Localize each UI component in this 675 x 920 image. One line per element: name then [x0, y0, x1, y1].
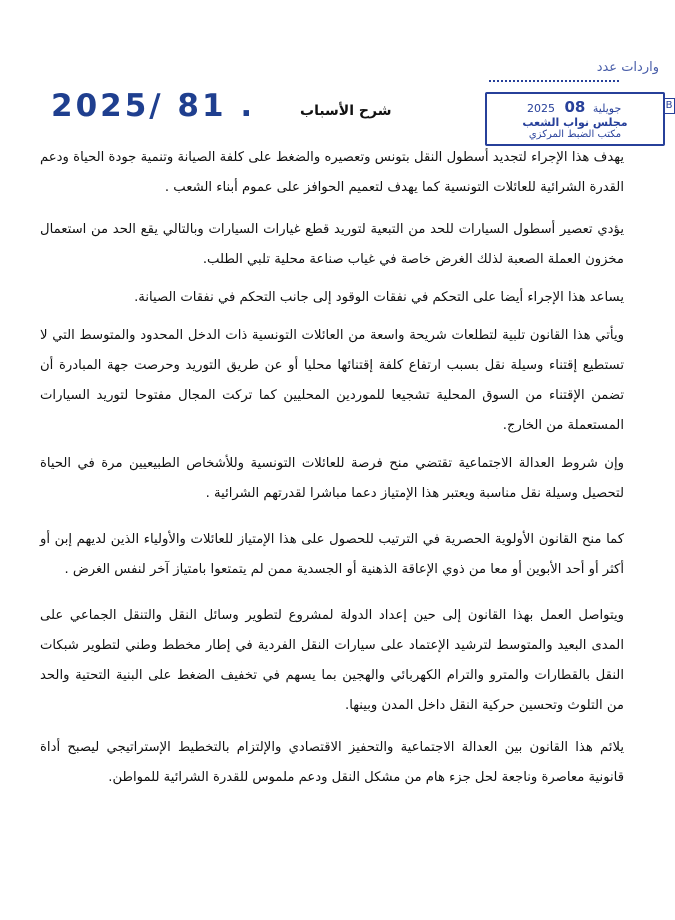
document-title: شرح الأسباب — [300, 103, 392, 119]
stamp-office: مكتب الضبط المركزي — [528, 129, 622, 140]
reference-number: 2025/ 81 . — [51, 88, 256, 124]
reception-stamp — [483, 58, 671, 146]
stamp-date-day: 08 — [564, 98, 586, 116]
paragraph: يهدف هذا الإجراء لتجديد أسطول النقل بتونس وتعصيره والضغط على كلفة الصيانة وتنمية جودة الحياة ودعم القدرة الشرائية للعائلات التونسية كما يهدف لتعميم الحوافز على عموم أبناء الشعب . — [40, 150, 624, 195]
paragraph: كما منح القانون الأولوية الحصرية في الترتيب للحصول على هذا الإمتياز للعائلات والأولياء الذين لديهم إبن أو أكثر أو أحد الأبوين أو معا من ذوي الإعاقة الذهنية أو الجسدية ممن لم يتمتعوا بامتياز آخر لنفس الغرض . — [40, 532, 624, 577]
stamp-date-month: جويلية — [592, 102, 622, 115]
stamp-box — [485, 92, 673, 146]
document-body — [40, 143, 624, 805]
paragraph: يؤدي تعصير أسطول السيارات للحد من التبعية لتوريد قطع غيارات السيارات وبالتالي يقع الحد من استعمال مخزون العملة الصعبة لذلك الغرض خاصة في غياب صناعة محلية تلبي الطلب. — [40, 222, 624, 267]
stamp-date-year: 2025 — [527, 102, 555, 115]
paragraph: ويتواصل العمل بهذا القانون إلى حين إعداد الدولة لمشروع لتطوير وسائل النقل والتنقل الجماعي على المدى البعيد والمتوسط لترشيد الإعتماد على سيارات النقل الفردية في إطار مخطط وطني لتطوير شبكات النقل بالقطارات والمترو والترام الكهربائي والهجين بما يسهم في تخفيف الضغط على البنية التحتية والحد من التلوث وتحسين حركية النقل داخل المدن وبينها. — [40, 608, 624, 713]
stamp-dotted-line — [489, 80, 619, 82]
paragraph: يساعد هذا الإجراء أيضا على التحكم في نفقات الوقود إلى جانب التحكم في نفقات الصيانة. — [134, 290, 624, 305]
paragraph: يلائم هذا القانون بين العدالة الاجتماعية والتحفيز الاقتصادي والإلتزام بالتخطيط الإستراتيجي ليصبح أداة قانونية معاصرة وناجعة لحل جزء هام من مشكل النقل ودعم ملموس للقدرة الشرائية للمواطن. — [40, 740, 624, 785]
stamp-corner-letter: B — [663, 98, 675, 114]
document-header — [0, 0, 675, 140]
stamp-institution: مجلس نواب الشعب — [522, 116, 628, 129]
stamp-date — [527, 98, 621, 116]
paragraph: وإن شروط العدالة الاجتماعية تقتضي منح فرصة للعائلات التونسية وللأشخاص الطبيعيين مرة في الحياة لتحصيل وسيلة نقل مناسبة ويعتبر هذا الإمتياز دعما مباشرا لقدرتهم الشرائية . — [40, 456, 624, 501]
paragraph: ويأتي هذا القانون تلبية لتطلعات شريحة واسعة من العائلات التونسية ذات الدخل المحدود والمتوسط التي لا تستطيع إقتناء وسيلة نقل بسبب ارتفاع كلفة إقتنائها محليا أو عن طريق التوريد وحرصت جهة المبادرة أن تضمن الإقتناء من السوق المحلية تشجيعا للموردين المحليين كما تركت المجال مفتوحا لتوريد السيارات المستعملة من الخارج. — [40, 328, 624, 433]
stamp-top-label: واردات عدد — [596, 60, 659, 75]
